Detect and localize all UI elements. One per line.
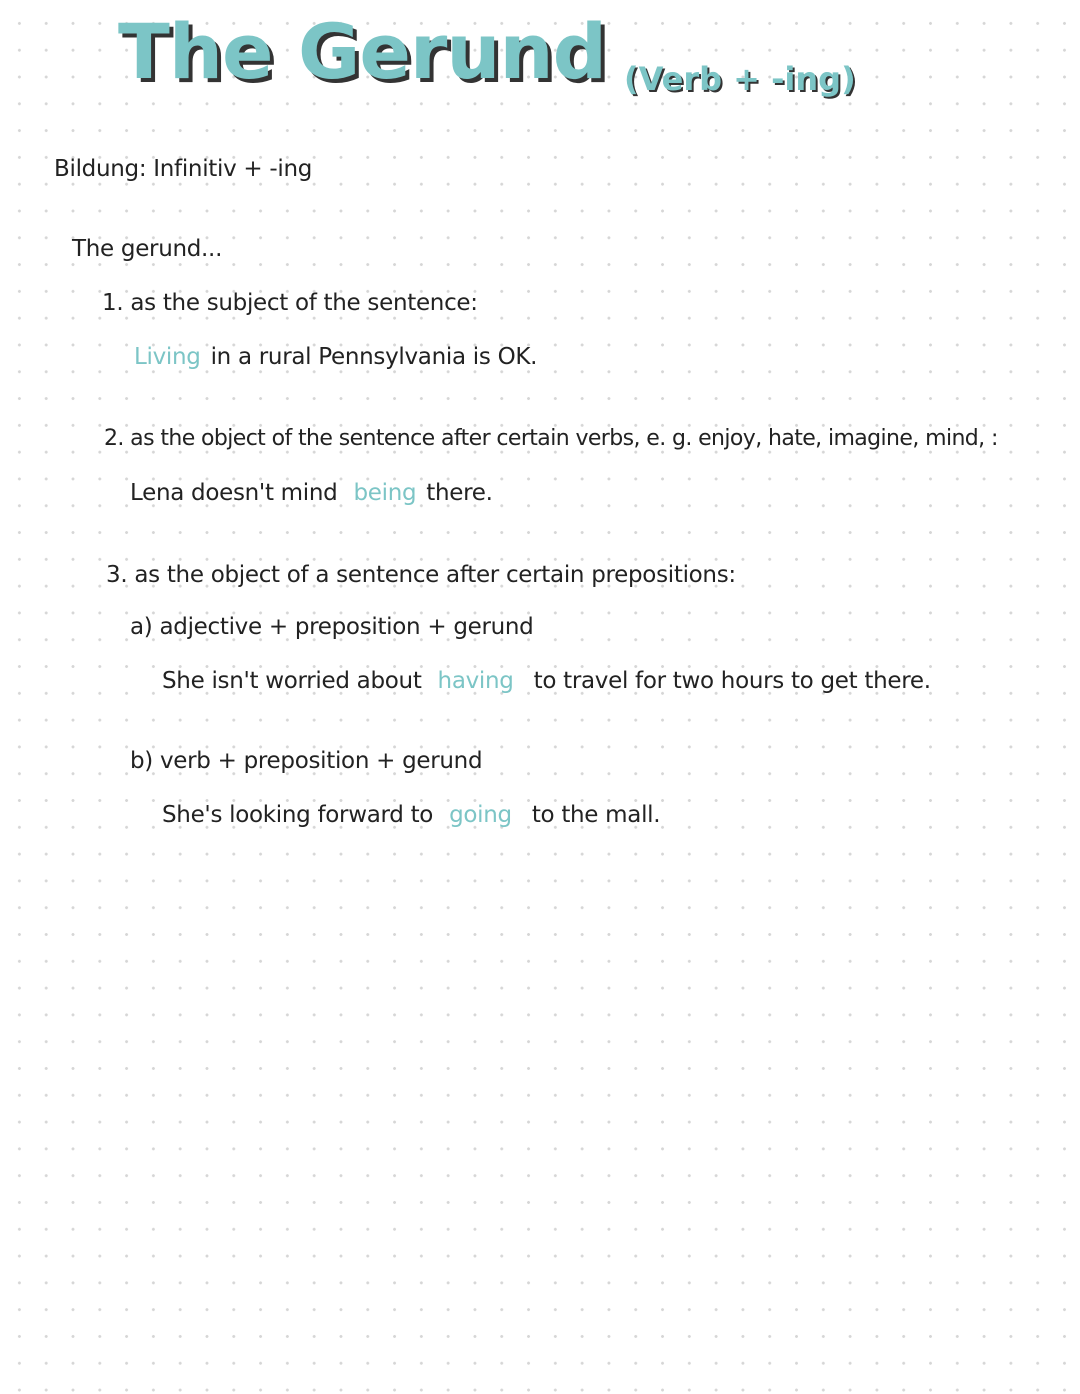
section2-heading: 2. as the object of the sentence after certain verbs, e. g. enjoy, hate, imagine, mind, :: [104, 426, 998, 451]
section1-example: [128, 344, 537, 370]
page-title: The Gerund: [118, 7, 606, 96]
gerund-word: going: [449, 802, 512, 828]
example-text-after: there.: [426, 480, 493, 506]
section2-example: [130, 480, 493, 506]
gerund-word: being: [353, 480, 417, 506]
intro-text: The gerund...: [72, 236, 223, 262]
example-text-after: to travel for two hours to get there.: [533, 668, 931, 694]
example-text-before: She's looking forward to: [162, 802, 434, 828]
example-text-before: Lena doesn't mind: [130, 480, 338, 506]
example-text-after: in a rural Pennsylvania is OK.: [210, 344, 538, 370]
example-text-after: to the mall.: [531, 802, 661, 828]
section3a-label: a) adjective + preposition + gerund: [130, 614, 534, 640]
section3a-example: [162, 668, 931, 694]
section1-heading: 1. as the subject of the sentence:: [102, 290, 478, 316]
section3b-example: [162, 802, 660, 828]
gerund-word: having: [437, 668, 514, 694]
example-text-before: She isn't worried about: [162, 668, 422, 694]
formation-rule: Bildung: Infinitiv + -ing: [54, 156, 313, 182]
section3b-label: b) verb + preposition + gerund: [130, 748, 483, 774]
section3-heading: 3. as the object of a sentence after certain prepositions:: [106, 562, 736, 588]
page-subtitle: (Verb + -ing): [624, 60, 856, 98]
gerund-word: Living: [134, 344, 201, 370]
